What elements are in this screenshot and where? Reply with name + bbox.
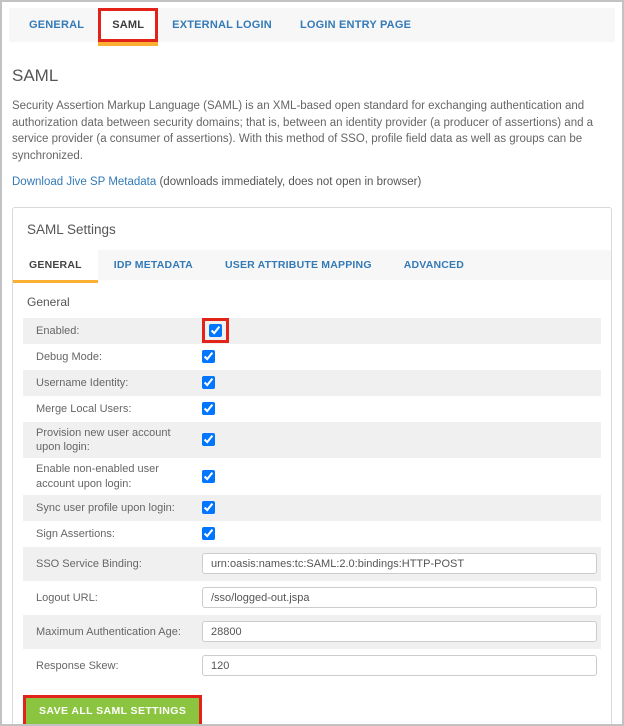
- enable-non-enabled-user-checkbox[interactable]: [202, 470, 215, 483]
- tab-saml-label: SAML: [112, 19, 145, 31]
- settings-row-logout-url: [23, 581, 601, 615]
- response-skew-input[interactable]: [202, 655, 597, 676]
- field-label: Username Identity:: [36, 376, 129, 389]
- field-label: Sync user profile upon login:: [36, 501, 175, 514]
- settings-row-maximum-authentication-age: [23, 615, 601, 649]
- tab-login-entry-page[interactable]: LOGIN ENTRY PAGE: [299, 19, 412, 31]
- field-label: Enabled:: [36, 324, 80, 337]
- main-content: [2, 66, 622, 726]
- settings-rows: [13, 318, 611, 683]
- saml-settings-panel: [12, 207, 612, 726]
- provision-new-user-checkbox[interactable]: [202, 433, 215, 446]
- field-label: Response Skew:: [36, 659, 119, 672]
- panel-tab-bar: [13, 250, 611, 280]
- metadata-link-line: [12, 176, 612, 188]
- sso-service-binding-input[interactable]: [202, 553, 597, 574]
- panel-title: SAML Settings: [27, 221, 116, 237]
- highlight-box-enabled-checkbox: [202, 318, 229, 343]
- settings-row-enable-non-enabled-user: [23, 458, 601, 495]
- debug-mode-checkbox[interactable]: [202, 350, 215, 363]
- settings-row-debug-mode: [23, 344, 601, 370]
- sync-user-profile-checkbox[interactable]: [202, 501, 215, 514]
- panel-tab-idp-metadata[interactable]: IDP METADATA: [113, 258, 193, 271]
- panel-tab-general[interactable]: GENERAL: [13, 250, 98, 280]
- settings-row-sync-user-profile: [23, 495, 601, 521]
- panel-tab-advanced[interactable]: ADVANCED: [403, 258, 465, 271]
- tab-general[interactable]: GENERAL: [29, 19, 85, 31]
- panel-tab-user-attribute-mapping[interactable]: USER ATTRIBUTE MAPPING: [224, 258, 372, 271]
- merge-local-users-checkbox[interactable]: [202, 402, 215, 415]
- settings-row-username-identity: [23, 370, 601, 396]
- settings-row-sign-assertions: [23, 521, 601, 547]
- metadata-link-note: (downloads immediately, does not open in browser): [159, 175, 422, 188]
- username-identity-checkbox[interactable]: [202, 376, 215, 389]
- sign-assertions-checkbox[interactable]: [202, 527, 215, 540]
- field-label: Enable non-enabled user account upon login:: [36, 463, 159, 490]
- field-label: SSO Service Binding:: [36, 557, 142, 570]
- tab-saml[interactable]: [98, 8, 158, 42]
- field-label: Debug Mode:: [36, 350, 103, 363]
- field-label: Maximum Authentication Age:: [36, 625, 181, 638]
- save-all-saml-settings-button[interactable]: SAVE ALL SAML SETTINGS: [26, 698, 199, 725]
- download-jive-sp-metadata-link[interactable]: Download Jive SP Metadata: [12, 175, 157, 188]
- settings-row-merge-local-users: [23, 396, 601, 422]
- highlight-box-save-button: [23, 695, 202, 726]
- top-tab-bar: [9, 8, 615, 42]
- save-button-area: [23, 695, 611, 726]
- tab-external-login[interactable]: EXTERNAL LOGIN: [172, 19, 272, 31]
- settings-row-response-skew: [23, 649, 601, 683]
- field-label: Provision new user account upon login:: [36, 426, 171, 453]
- section-heading: General: [27, 294, 70, 309]
- field-label: Logout URL:: [36, 591, 98, 604]
- field-label: Merge Local Users:: [36, 402, 132, 415]
- field-label: Sign Assertions:: [36, 527, 115, 540]
- logout-url-input[interactable]: [202, 587, 597, 608]
- saml-description: Security Assertion Markup Language (SAML) is an XML-based open standard for exchanging authentication and authorization data between security domains; that is, between an identity provider (a producer of assertions) and a service provider (a consumer of assertions). With this method of SSO, profile field data as well as groups can be synchronized.: [12, 100, 594, 163]
- maximum-authentication-age-input[interactable]: [202, 621, 597, 642]
- enabled-checkbox[interactable]: [209, 324, 222, 337]
- settings-row-enabled: [23, 318, 601, 344]
- settings-row-sso-service-binding: [23, 547, 601, 581]
- settings-row-provision-new-user: [23, 422, 601, 459]
- page-title: SAML: [12, 66, 59, 85]
